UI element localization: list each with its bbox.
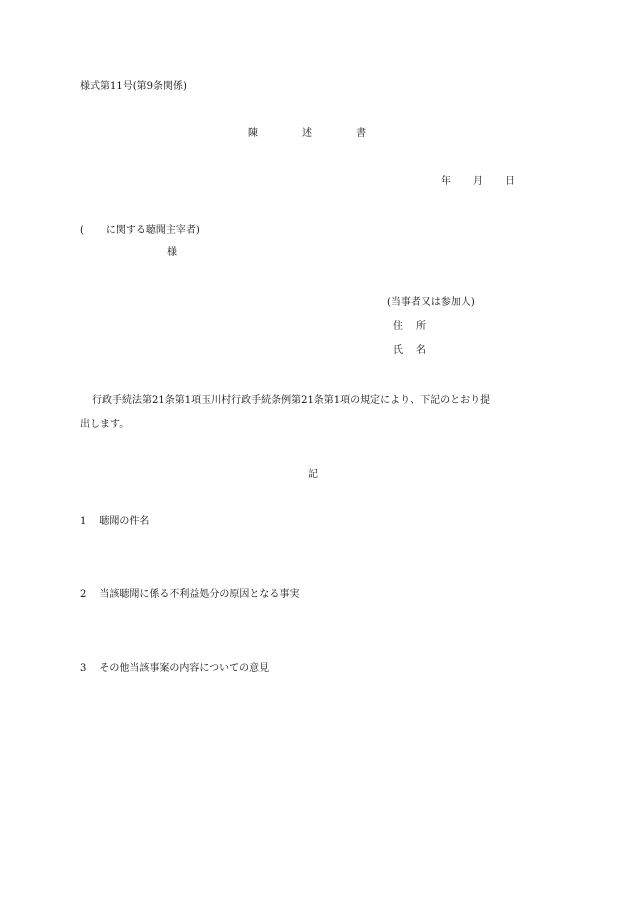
party-address-char-2: 所: [416, 321, 426, 332]
date-day: 日: [505, 176, 515, 187]
addressee-honorific: 様: [167, 247, 177, 258]
title-char-2: 述: [302, 128, 312, 139]
item-number: 2: [80, 589, 87, 600]
date-year: 年: [441, 176, 451, 187]
party-name: [393, 346, 426, 356]
date-month: 月: [473, 176, 483, 187]
addressee-line: [80, 226, 200, 236]
item-text: 聴聞の件名: [99, 516, 150, 527]
body-line-1: 行政手続法第21条第1項玉川村行政手続条例第21条第1項の規定により、下記のとおり提: [92, 395, 491, 406]
item-text: 当該聴聞に係る不利益処分の原因となる事実: [99, 589, 300, 600]
item-text: その他当該事案の内容についての意見: [99, 663, 270, 674]
item-number: 3: [80, 663, 87, 674]
list-item: [80, 517, 149, 527]
form-number: 様式第11号(第9条関係): [80, 81, 187, 92]
party-name-char-2: 名: [416, 345, 426, 356]
body-line-2: 出します。: [80, 419, 130, 430]
title-char-1: 陳: [248, 128, 258, 139]
party-label: (当事者又は参加人): [387, 297, 475, 308]
title-char-3: 書: [356, 128, 366, 139]
date-line: [441, 177, 515, 187]
addressee-open-paren: (: [80, 225, 84, 236]
party-address-char-1: 住: [393, 321, 403, 332]
list-item: [80, 590, 299, 600]
party-address: [393, 322, 426, 332]
item-number: 1: [80, 516, 87, 527]
party-name-char-1: 氏: [393, 345, 403, 356]
ki-heading: 記: [308, 469, 318, 480]
document-title: [248, 129, 366, 139]
list-item: [80, 664, 269, 674]
addressee-text: に関する聴聞主宰者): [105, 225, 200, 236]
